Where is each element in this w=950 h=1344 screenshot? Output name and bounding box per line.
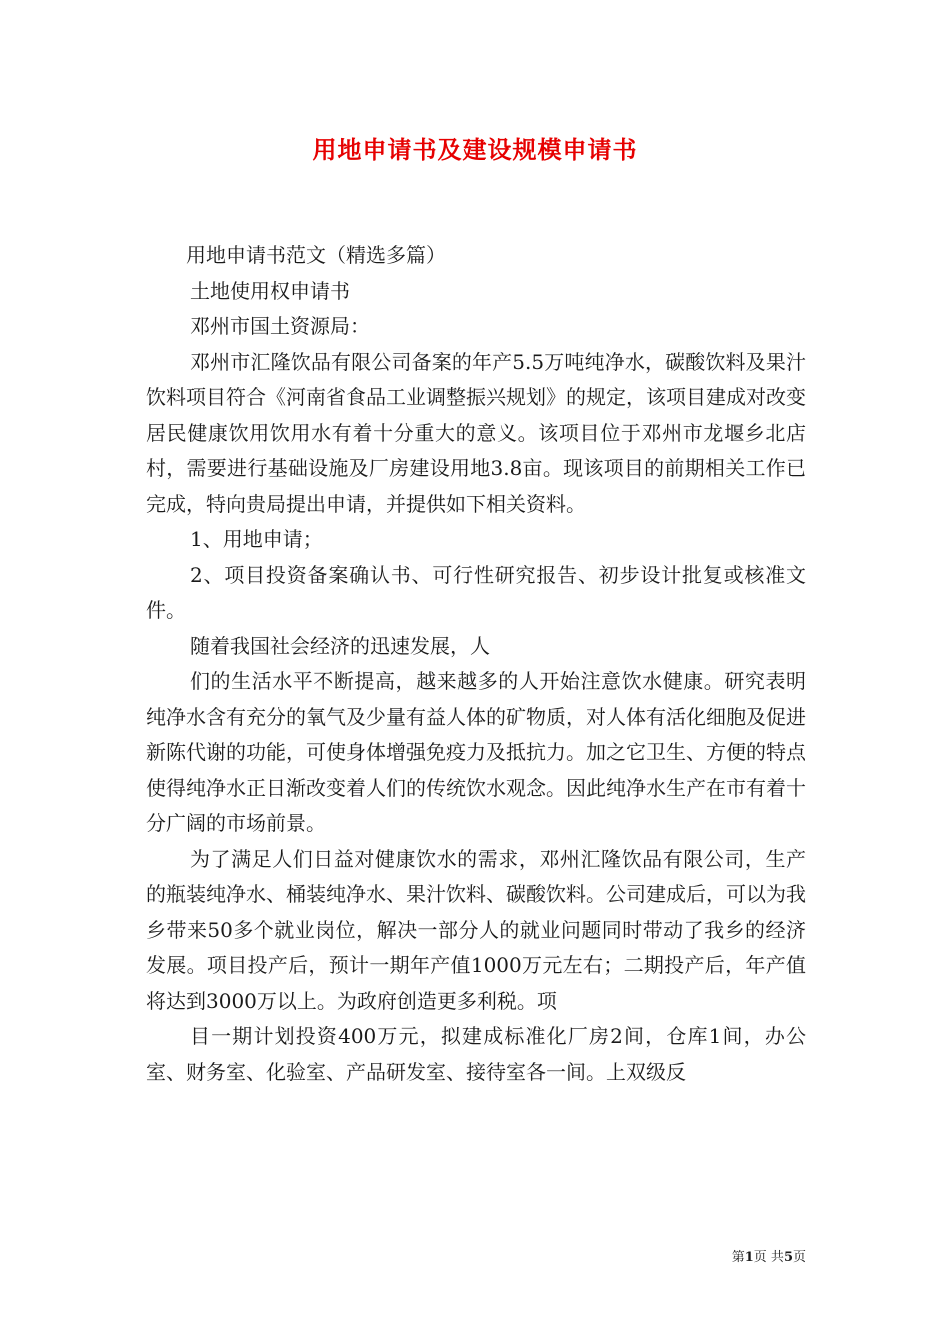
footer-prefix: 第 <box>731 1250 745 1265</box>
footer-suffix: 页 <box>792 1250 806 1265</box>
paragraph-body: 为了满足人们日益对健康饮水的需求，邓州汇隆饮品有限公司，生产的瓶装纯净水、桶装纯净水、果汁饮料、碳酸饮料。公司建成后，可以为我乡带来50多个就业岗位，解决一部分人的就业问题同时带动了我乡的经济发展。项目投产后，预计一期年产值1000万元左右；二期投产后，年产值将达到3000万以上。为政府创造更多利税。项 <box>146 846 806 1013</box>
paragraph-list-item: 1、用地申请； <box>190 527 323 551</box>
total-page-number: 5 <box>783 1250 793 1265</box>
current-page-number: 1 <box>744 1250 754 1265</box>
paragraph-addressee: 邓州市国土资源局： <box>190 314 370 338</box>
document-body <box>146 238 806 1090</box>
page-number-footer <box>732 1246 806 1265</box>
paragraph-subtitle: 用地申请书范文（精选多篇） <box>186 243 446 267</box>
paragraph-heading: 土地使用权申请书 <box>190 278 350 303</box>
paragraph-body: 邓州市汇隆饮品有限公司备案的年产5.5万吨纯净水，碳酸饮料及果汁饮料项目符合《河南省食品工业调整振兴规划》的规定，该项目建成对改变居民健康饮用饮用水有着十分重大的意义。该项目位于邓州市龙堰乡北店村，需要进行基础设施及厂房建设用地3.8亩。现该项目的前期相关工作已完成，特向贵局提出申请，并提供如下相关资料。 <box>146 349 806 516</box>
paragraph-body: 们的生活水平不断提高，越来越多的人开始注意饮水健康。研究表明纯净水含有充分的氧气及少量有益人体的矿物质，对人体有活化细胞及促进新陈代谢的功能，可使身体增强免疫力及抵抗力。加之它卫生、方便的特点使得纯净水正日渐改变着人们的传统饮水观念。因此纯净水生产在市有着十分广阔的市场前景。 <box>146 669 806 835</box>
paragraph-body: 随着我国社会经济的迅速发展，人 <box>190 633 490 658</box>
paragraph-list-item: 2、项目投资备案确认书、可行性研究报告、初步设计批复或核准文件。 <box>146 562 806 622</box>
document-title: 用地申请书及建设规模申请书 <box>312 135 638 164</box>
paragraph-body: 目一期计划投资400万元，拟建成标准化厂房2间，仓库1间，办公室、财务室、化验室、产品研发室、接待室各一间。上双级反 <box>146 1024 806 1084</box>
footer-middle: 页 共 <box>753 1250 784 1265</box>
